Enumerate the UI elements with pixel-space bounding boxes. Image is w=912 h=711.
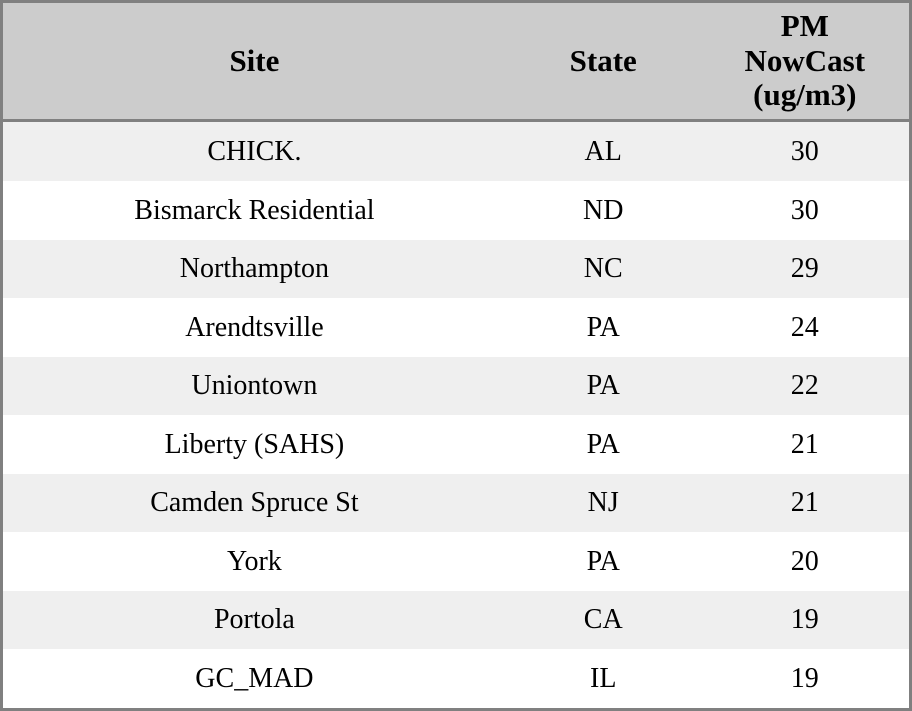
cell-state: NJ	[506, 474, 701, 533]
table-row	[3, 181, 909, 240]
cell-state: PA	[506, 298, 701, 357]
cell-value: 30	[701, 121, 909, 182]
cell-site: York	[3, 532, 506, 591]
table-row	[3, 121, 909, 182]
column-header-site: Site	[3, 3, 506, 121]
column-header-pm-nowcast-line1: PM	[780, 8, 829, 43]
cell-site: Arendtsville	[3, 298, 506, 357]
cell-site: CHICK.	[3, 121, 506, 182]
table-row	[3, 357, 909, 416]
cell-state: AL	[506, 121, 701, 182]
cell-value: 20	[701, 532, 909, 591]
cell-state: ND	[506, 181, 701, 240]
column-header-pm-nowcast-line3: (ug/m3)	[753, 77, 857, 113]
cell-state: PA	[506, 357, 701, 416]
cell-value: 29	[701, 240, 909, 299]
cell-site: Bismarck Residential	[3, 181, 506, 240]
cell-state: PA	[506, 415, 701, 474]
cell-value: 30	[701, 181, 909, 240]
table-row	[3, 298, 909, 357]
cell-site: Liberty (SAHS)	[3, 415, 506, 474]
cell-value: 22	[701, 357, 909, 416]
table-row	[3, 240, 909, 299]
cell-value: 21	[701, 415, 909, 474]
table-header-row	[3, 3, 909, 121]
column-header-state: State	[506, 3, 701, 121]
cell-site: Northampton	[3, 240, 506, 299]
column-header-pm-nowcast-line2: NowCast	[744, 42, 866, 78]
column-header-pm-nowcast	[701, 3, 909, 121]
cell-state: NC	[506, 240, 701, 299]
pm-nowcast-table	[3, 3, 909, 708]
table-row	[3, 591, 909, 650]
cell-site: Camden Spruce St	[3, 474, 506, 533]
cell-site: Portola	[3, 591, 506, 650]
cell-state: PA	[506, 532, 701, 591]
table-row	[3, 474, 909, 533]
table-row	[3, 532, 909, 591]
cell-value: 21	[701, 474, 909, 533]
table-body	[3, 121, 909, 708]
table-header	[3, 3, 909, 121]
cell-value: 19	[701, 591, 909, 650]
cell-value: 19	[701, 649, 909, 708]
cell-state: IL	[506, 649, 701, 708]
cell-site: GC_MAD	[3, 649, 506, 708]
cell-value: 24	[701, 298, 909, 357]
table-row	[3, 415, 909, 474]
cell-state: CA	[506, 591, 701, 650]
table-row	[3, 649, 909, 708]
cell-site: Uniontown	[3, 357, 506, 416]
